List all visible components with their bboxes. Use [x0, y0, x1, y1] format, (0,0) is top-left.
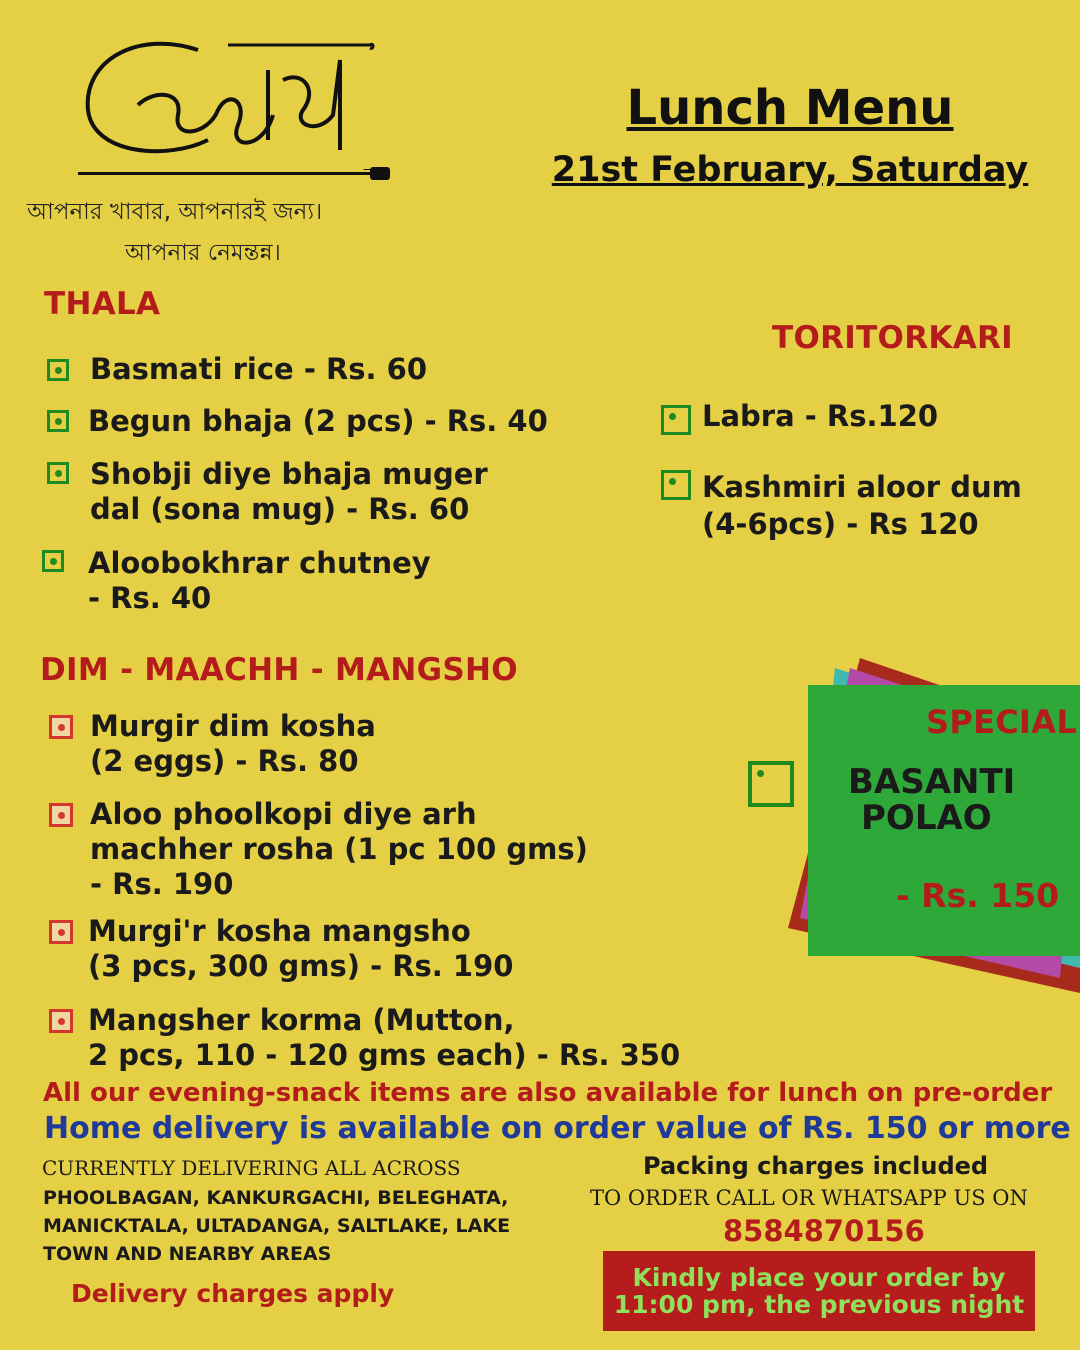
order-deadline-banner: Kindly place your order by 11:00 pm, the previous night: [603, 1251, 1035, 1331]
delivery-charges-note: Delivery charges apply: [71, 1279, 395, 1308]
veg-icon: [661, 470, 691, 500]
toritorkari-item-1: Labra - Rs.120: [702, 399, 939, 433]
phone-number[interactable]: 8584870156: [723, 1214, 925, 1248]
nonveg-icon: [49, 920, 73, 944]
nonveg-heading: DIM - MAACHH - MANGSHO: [40, 652, 518, 688]
special-dish-name: BASANTI POLAO: [848, 762, 1016, 838]
nonveg-item-3: Murgi'r kosha mangsho (3 pcs, 300 gms) - Rs. 190: [88, 914, 514, 983]
call-note: TO ORDER CALL OR WHATSAPP US ON: [590, 1186, 1028, 1210]
special-price: - Rs. 150: [896, 876, 1060, 915]
veg-icon: [748, 761, 794, 807]
nonveg-item-2: Aloo phoolkopi diye arh machher rosha (1 pc 100 gms) - Rs. 190: [90, 797, 588, 901]
brand-tagline: আপনার খাবার, আপনারই জন্য।: [27, 199, 323, 225]
areas-heading: CURRENTLY DELIVERING ALL ACROSS: [42, 1156, 461, 1180]
packing-note: Packing charges included: [643, 1152, 989, 1180]
toritorkari-item-2: Kashmiri aloor dum (4-6pcs) - Rs 120: [702, 470, 1022, 541]
nonveg-icon: [49, 1009, 73, 1033]
veg-icon: [42, 550, 64, 572]
preorder-note: All our evening-snack items are also available for lunch on pre-order: [43, 1078, 1053, 1108]
page-title: Lunch Menu: [626, 80, 954, 136]
nonveg-icon: [49, 803, 73, 827]
spoon-icon: [370, 167, 390, 180]
veg-icon: [47, 462, 69, 484]
nonveg-item-4: Mangsher korma (Mutton, 2 pcs, 110 - 120 gms each) - Rs. 350: [88, 1003, 681, 1072]
veg-icon: [661, 405, 691, 435]
menu-date: 21st February, Saturday: [551, 150, 1029, 190]
veg-icon: [47, 410, 69, 432]
nonveg-item-1: Murgir dim kosha (2 eggs) - Rs. 80: [90, 709, 376, 778]
thala-item-2: Begun bhaja (2 pcs) - Rs. 40: [88, 404, 548, 438]
brand-logo: [78, 20, 378, 170]
special-label: SPECIAL: [926, 703, 1078, 741]
toritorkari-heading: TORITORKARI: [772, 320, 1013, 356]
thala-heading: THALA: [44, 286, 161, 322]
delivery-note: Home delivery is available on order value of Rs. 150 or more: [44, 1111, 1071, 1146]
brand-tagline-2: আপনার নেমন্তন্ন।: [125, 240, 281, 266]
nonveg-icon: [49, 715, 73, 739]
logo-underline: [78, 172, 373, 175]
thala-item-1: Basmati rice - Rs. 60: [90, 352, 428, 386]
veg-icon: [47, 359, 69, 381]
thala-item-4: Aloobokhrar chutney - Rs. 40: [88, 546, 431, 615]
areas-list: PHOOLBAGAN, KANKURGACHI, BELEGHATA, MANICKTALA, ULTADANGA, SALTLAKE, LAKE TOWN AND NEARBY AREAS: [43, 1187, 511, 1265]
thala-item-3: Shobji diye bhaja muger dal (sona mug) - Rs. 60: [90, 457, 488, 526]
